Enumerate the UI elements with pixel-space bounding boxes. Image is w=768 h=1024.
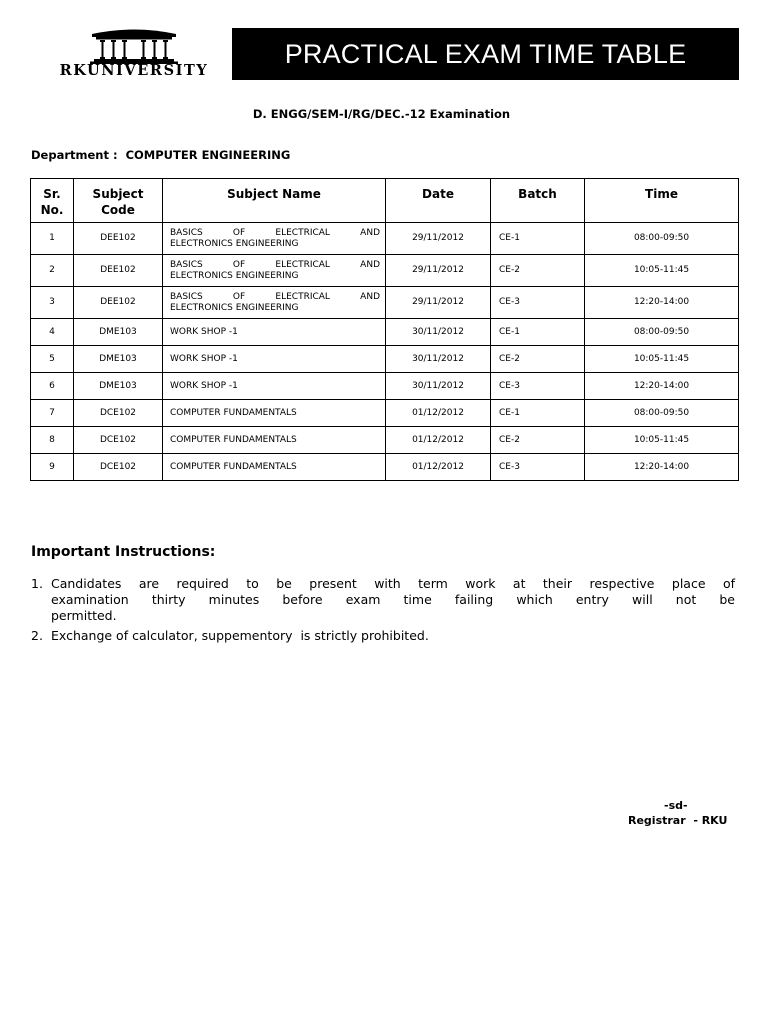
cell-date: 30/11/2012 <box>386 346 491 373</box>
cell-code: DCE102 <box>74 454 163 481</box>
cell-date: 29/11/2012 <box>386 255 491 287</box>
cell-sr: 9 <box>31 454 74 481</box>
cell-subject-name: COMPUTER FUNDAMENTALS <box>163 427 386 454</box>
exam-line: D. ENGG/SEM-I/RG/DEC.-12 Examination <box>252 107 511 121</box>
cell-code: DCE102 <box>74 427 163 454</box>
cell-code: DEE102 <box>74 287 163 319</box>
cell-batch: CE-2 <box>491 255 585 287</box>
table-row <box>31 255 739 287</box>
signature-sd: -sd- <box>664 799 688 812</box>
cell-batch: CE-2 <box>491 346 585 373</box>
cell-sr: 3 <box>31 287 74 319</box>
cell-subject-name: WORK SHOP -1 <box>163 373 386 400</box>
cell-time: 08:00-09:50 <box>585 223 739 255</box>
cell-sr: 5 <box>31 346 74 373</box>
title-banner <box>232 28 739 80</box>
table-row <box>31 427 739 454</box>
cell-code: DEE102 <box>74 223 163 255</box>
cell-time: 12:20-14:00 <box>585 373 739 400</box>
table-row <box>31 319 739 346</box>
cell-batch: CE-1 <box>491 223 585 255</box>
cell-time: 10:05-11:45 <box>585 255 739 287</box>
instruction-text: Exchange of calculator, suppementory is strictly prohibited. <box>51 628 429 643</box>
cell-subject-name: WORK SHOP -1 <box>163 319 386 346</box>
cell-batch: CE-3 <box>491 287 585 319</box>
cell-time: 08:00-09:50 <box>585 319 739 346</box>
cell-batch: CE-1 <box>491 400 585 427</box>
signature-registrar: Registrar - RKU <box>628 814 728 827</box>
header-time: Time <box>585 179 739 223</box>
page-title: PRACTICAL EXAM TIME TABLE <box>284 38 687 69</box>
instruction-line: Candidates are required to be present with term work at their respective place of <box>51 576 735 591</box>
cell-date: 30/11/2012 <box>386 373 491 400</box>
table-row <box>31 373 739 400</box>
header-sr-no: Sr. No. <box>31 179 74 223</box>
cell-batch: CE-2 <box>491 427 585 454</box>
instruction-number: 2. <box>31 628 43 643</box>
cell-batch: CE-3 <box>491 373 585 400</box>
department-value: COMPUTER ENGINEERING <box>125 148 291 162</box>
cell-batch: CE-3 <box>491 454 585 481</box>
instructions-heading: Important Instructions: <box>31 544 216 560</box>
cell-date: 01/12/2012 <box>386 427 491 454</box>
cell-code: DME103 <box>74 346 163 373</box>
cell-date: 29/11/2012 <box>386 287 491 319</box>
cell-subject-name: WORK SHOP -1 <box>163 346 386 373</box>
cell-sr: 4 <box>31 319 74 346</box>
table-row <box>31 223 739 255</box>
table-row <box>31 346 739 373</box>
cell-sr: 1 <box>31 223 74 255</box>
table-header-row <box>31 179 739 223</box>
cell-batch: CE-1 <box>491 319 585 346</box>
table-row <box>31 454 739 481</box>
cell-time: 10:05-11:45 <box>585 427 739 454</box>
cell-sr: 6 <box>31 373 74 400</box>
cell-date: 01/12/2012 <box>386 400 491 427</box>
instruction-number: 1. <box>31 576 43 591</box>
cell-date: 29/11/2012 <box>386 223 491 255</box>
cell-subject-name: COMPUTER FUNDAMENTALS <box>163 454 386 481</box>
department-label: Department : <box>31 148 118 162</box>
instruction-line: permitted. <box>51 608 117 623</box>
header-date: Date <box>386 179 491 223</box>
logo-wordmark: RKUNIVERSITY <box>59 62 209 79</box>
cell-time: 12:20-14:00 <box>585 287 739 319</box>
cell-sr: 8 <box>31 427 74 454</box>
cell-code: DCE102 <box>74 400 163 427</box>
header-subject-code: Subject Code <box>74 179 163 223</box>
building-columns-icon <box>36 26 232 64</box>
cell-subject-name: BASICS OF ELECTRICAL AND ELECTRONICS ENGINEERING <box>163 255 386 287</box>
cell-sr: 2 <box>31 255 74 287</box>
department-line <box>31 148 290 162</box>
cell-subject-name: COMPUTER FUNDAMENTALS <box>163 400 386 427</box>
table-row <box>31 400 739 427</box>
header-subject-name: Subject Name <box>163 179 386 223</box>
timetable <box>30 178 739 481</box>
cell-time: 10:05-11:45 <box>585 346 739 373</box>
table-row <box>31 287 739 319</box>
instruction-item-2 <box>31 628 735 644</box>
instruction-item-1 <box>31 576 735 624</box>
header-batch: Batch <box>491 179 585 223</box>
cell-code: DME103 <box>74 373 163 400</box>
instruction-line: examination thirty minutes before exam time failing which entry will not be <box>51 592 735 607</box>
cell-subject-name: BASICS OF ELECTRICAL AND ELECTRONICS ENGINEERING <box>163 287 386 319</box>
university-logo <box>36 26 232 80</box>
cell-time: 08:00-09:50 <box>585 400 739 427</box>
cell-time: 12:20-14:00 <box>585 454 739 481</box>
cell-date: 30/11/2012 <box>386 319 491 346</box>
cell-subject-name: BASICS OF ELECTRICAL AND ELECTRONICS ENGINEERING <box>163 223 386 255</box>
cell-date: 01/12/2012 <box>386 454 491 481</box>
cell-code: DEE102 <box>74 255 163 287</box>
cell-code: DME103 <box>74 319 163 346</box>
cell-sr: 7 <box>31 400 74 427</box>
